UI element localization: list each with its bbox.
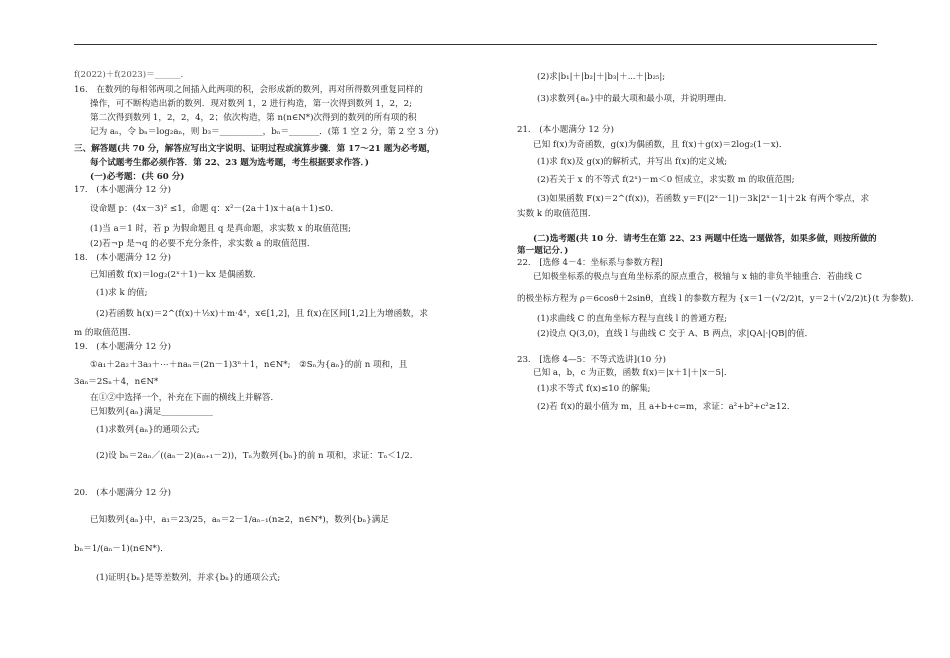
right-text-line: 实数 k 的取值范围．: [517, 209, 597, 219]
left-text-line: 18. (本小题满分 12 分): [74, 253, 171, 263]
left-text-line: 3aₙ＝2Sₙ＋4，n∈N*: [74, 377, 159, 387]
left-text-line: 第二次得到数列 1，2，2，4，2；依次构造，第 n(n∈N*)次得到的数列的所有项的积: [90, 113, 417, 123]
right-text-line: (2)若关于 x 的不等式 f(2ˣ)－m＜0 恒成立，求实数 m 的取值范围;: [537, 175, 795, 185]
right-text-line: (2)设点 Q(3,0)，直线 l 与曲线 C 交于 A、B 两点，求|QA|·|QB|的值．: [537, 329, 814, 339]
left-text-line: 已知数列{aₙ}满足____________: [90, 407, 213, 417]
left-text-line: 20. (本小题满分 12 分): [74, 488, 171, 498]
right-text-line: (1)求曲线 C 的直角坐标方程与直线 l 的普通方程;: [537, 314, 728, 324]
right-text-line: (3)求数列{aₙ}中的最大项和最小项，并说明理由．: [537, 94, 733, 104]
left-text-line: 记为 aₙ，令 bₙ＝log₂aₙ，则 b₃＝__________，bₙ＝_______．(第 1 空 2 分，第 2 空 3 分): [90, 127, 439, 137]
left-text-line: (2)若函数 h(x)＝2^(f(x)＋½x)＋m·4ˣ，x∈[1,2]，且 f(x)在区间[1,2]上为增函数，求: [96, 309, 428, 319]
right-text-line: (1)求不等式 f(x)≤10 的解集;: [537, 384, 651, 394]
right-text-line: (2)若 f(x)的最小值为 m，且 a+b+c=m，求证：a²+b²+c²≥12．: [537, 402, 796, 412]
right-text-line: (1)求 f(x)及 g(x)的解析式，并写出 f(x)的定义域;: [537, 157, 728, 167]
left-text-line: bₙ＝1/(aₙ－1)(n∈N*)．: [74, 544, 169, 554]
left-text-line: 19. (本小题满分 12 分): [74, 342, 171, 352]
left-text-line: 已知数列{aₙ}中，a₁＝23/25，aₙ＝2－1/aₙ₋₁(n≥2，n∈N*)，数列{bₙ}满足: [90, 515, 389, 525]
right-text-line: 22. [选修 4－4：坐标系与参数方程]: [517, 258, 663, 268]
right-text-line: 已知 f(x)为奇函数，g(x)为偶函数，且 f(x)＋g(x)＝2log₂(1－x)．: [533, 140, 788, 150]
left-text-line: 17. (本小题满分 12 分): [74, 185, 171, 195]
right-text-line: 23. [选修 4—5：不等式选讲](10 分): [517, 355, 666, 365]
left-text-line: (1)证明{bₙ}是等差数列，并求{bₙ}的通项公式;: [96, 573, 281, 583]
left-text-line: 每个试题考生都必须作答．第 22、23 题为选考题，考生根据要求作答．): [90, 158, 369, 168]
left-text-line: 16. 在数列的每相邻两项之间插入此两项的积，会形成新的数列，再对所得数列重复同样的: [74, 85, 423, 95]
left-text-line: (1)当 a＝1 时，若 p 为假命题且 q 是真命题，求实数 x 的取值范围;: [90, 224, 352, 234]
left-text-line: (2)若¬p 是¬q 的必要不充分条件，求实数 a 的取值范围．: [90, 239, 316, 249]
left-text-line: 设命题 p：(4x－3)² ≤1，命题 q：x²－(2a＋1)x＋a(a＋1)≤0．: [90, 204, 340, 214]
right-text-line: 已知极坐标系的极点与直角坐标系的原点重合，极轴与 x 轴的非负半轴重合．若曲线 C: [533, 272, 862, 282]
left-text-line: 操作，可不断构造出新的数列．现对数列 1，2 进行构造，第一次得到数列 1，2，2;: [90, 99, 413, 109]
left-text-line: (1)求 k 的值;: [96, 288, 148, 298]
right-text-line: (3)如果函数 F(x)＝2^(f(x))，若函数 y＝F(|2ˣ－1|)－3k|2ˣ－1|＋2k 有两个零点，求: [537, 194, 870, 204]
left-text-line: m 的取值范围．: [74, 328, 137, 338]
right-text-line: (二)选考题(共 10 分．请考生在第 22、23 两题中任选一题做答，如果多做，则按所做的: [533, 234, 877, 244]
left-text-line: (2)设 bₙ＝2aₙ／((aₙ－2)(aₙ₊₁－2))，Tₙ为数列{bₙ}的前 n 项和，求证：Tₙ＜1/2．: [96, 451, 419, 461]
right-text-line: 第一题记分．): [517, 246, 569, 256]
left-text-line: (一)必考题：(共 60 分): [90, 172, 185, 182]
right-text-line: 已知 a，b，c 为正数，函数 f(x)＝|x＋1|＋|x－5|．: [533, 368, 733, 378]
left-text-line: f(2022)＋f(2023)＝______．: [74, 70, 190, 80]
left-text-line: ①a₁＋2a₂＋3a₃＋⋯＋naₙ＝(2n－1)3ⁿ＋1，n∈N*; ②Sₙ为{aₙ}的前 n 项和，且: [90, 360, 408, 370]
left-text-line: 三、解答题(共 70 分，解答应写出文字说明、证明过程或演算步骤．第 17～21 题为必考题，: [74, 144, 436, 154]
left-text-line: 已知函数 f(x)＝log₂(2ˣ＋1)－kx 是偶函数．: [90, 270, 262, 280]
header-rule: [74, 44, 877, 45]
right-text-line: 21. (本小题满分 12 分): [517, 125, 614, 135]
right-text-line: (2)求|b₁|＋|b₂|＋|b₃|＋⋯＋|b₂₅|;: [537, 72, 666, 82]
left-text-line: 在①②中选择一个，补充在下面的横线上并解答．: [90, 393, 280, 403]
right-text-line: 的极坐标方程为 ρ＝6cosθ＋2sinθ，直线 l 的参数方程为 {x＝1－(√2/2)t，y＝2＋(√2/2)t}(t 为参数)．: [517, 294, 920, 304]
left-text-line: (1)求数列{aₙ}的通项公式;: [96, 425, 200, 435]
